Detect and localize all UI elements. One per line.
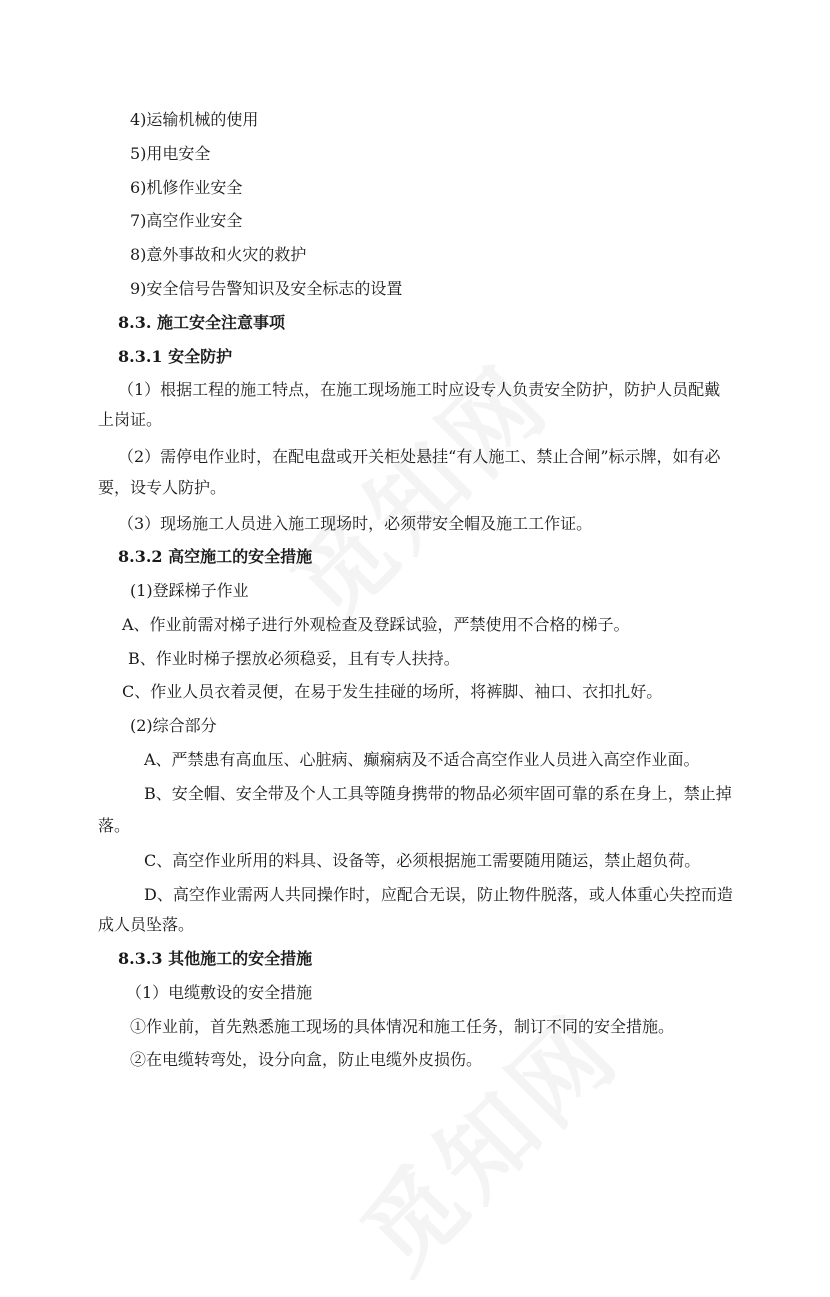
list-item-4: 4)运输机械的使用 (130, 110, 259, 129)
paragraph-1-line-1: （1）根据工程的施工特点，在施工现场施工时应设专人负责安全防护，防护人员配戴 (118, 380, 721, 399)
list-item-8: 8)意外事故和火灾的救护 (130, 245, 307, 264)
section-heading-8-3-3: 8.3.3 其他施工的安全措施 (118, 949, 313, 968)
subsection-cable: （1）电缆敷设的安全措施 (126, 983, 313, 1002)
general-item-a: A、严禁患有高血压、心脏病、癫痫病及不适合高空作业人员进入高空作业面。 (144, 750, 700, 769)
section-heading-8-3-2: 8.3.2 高空施工的安全措施 (118, 547, 313, 566)
list-item-6: 6)机修作业安全 (130, 178, 243, 197)
paragraph-1-line-2: 上岗证。 (98, 410, 163, 429)
general-item-b-line-1: B、安全帽、安全带及个人工具等随身携带的物品必须牢固可靠的系在身上，禁止掉 (144, 784, 732, 803)
general-item-d-line-2: 成人员坠落。 (98, 915, 195, 934)
paragraph-2-line-2: 要，设专人防护。 (98, 478, 227, 497)
general-item-c: C、高空作业所用的料具、设备等，必须根据施工需要随用随运，禁止超负荷。 (144, 851, 701, 870)
paragraph-2-line-1: （2）需停电作业时，在配电盘或开关柜处悬挂“有人施工、禁止合闸”标示牌，如有必 (118, 447, 721, 466)
ladder-item-b: B、作业时梯子摆放必须稳妥，且有专人扶持。 (128, 649, 460, 668)
ladder-item-c: C、作业人员衣着灵便，在易于发生挂碰的场所，将裤脚、袖口、衣扣扎好。 (122, 682, 663, 701)
watermark (257, 330, 574, 647)
paragraph-3: （3）现场施工人员进入施工现场时，必须带安全帽及施工工作证。 (118, 514, 593, 533)
cable-item-1: ①作业前，首先熟悉施工现场的具体情况和施工任务，制订不同的安全措施。 (130, 1017, 675, 1036)
list-item-9: 9)安全信号告警知识及安全标志的设置 (130, 279, 403, 298)
list-item-5: 5)用电安全 (130, 144, 211, 163)
section-heading-8-3: 8.3. 施工安全注意事项 (118, 313, 285, 332)
subsection-ladder: (1)登踩梯子作业 (130, 581, 249, 600)
general-item-b-line-2: 落。 (98, 816, 131, 835)
ladder-item-a: A、作业前需对梯子进行外观检查及登踩试验，严禁使用不合格的梯子。 (122, 615, 630, 634)
list-item-7: 7)高空作业安全 (130, 211, 243, 230)
section-heading-8-3-1: 8.3.1 安全防护 (118, 347, 233, 366)
general-item-d-line-1: D、高空作业需两人共同操作时，应配合无误，防止物件脱落，或人体重心失控而造 (144, 885, 733, 904)
subsection-general: (2)综合部分 (130, 716, 217, 735)
cable-item-2: ②在电缆转弯处，设分向盒，防止电缆外皮损伤。 (130, 1050, 483, 1069)
